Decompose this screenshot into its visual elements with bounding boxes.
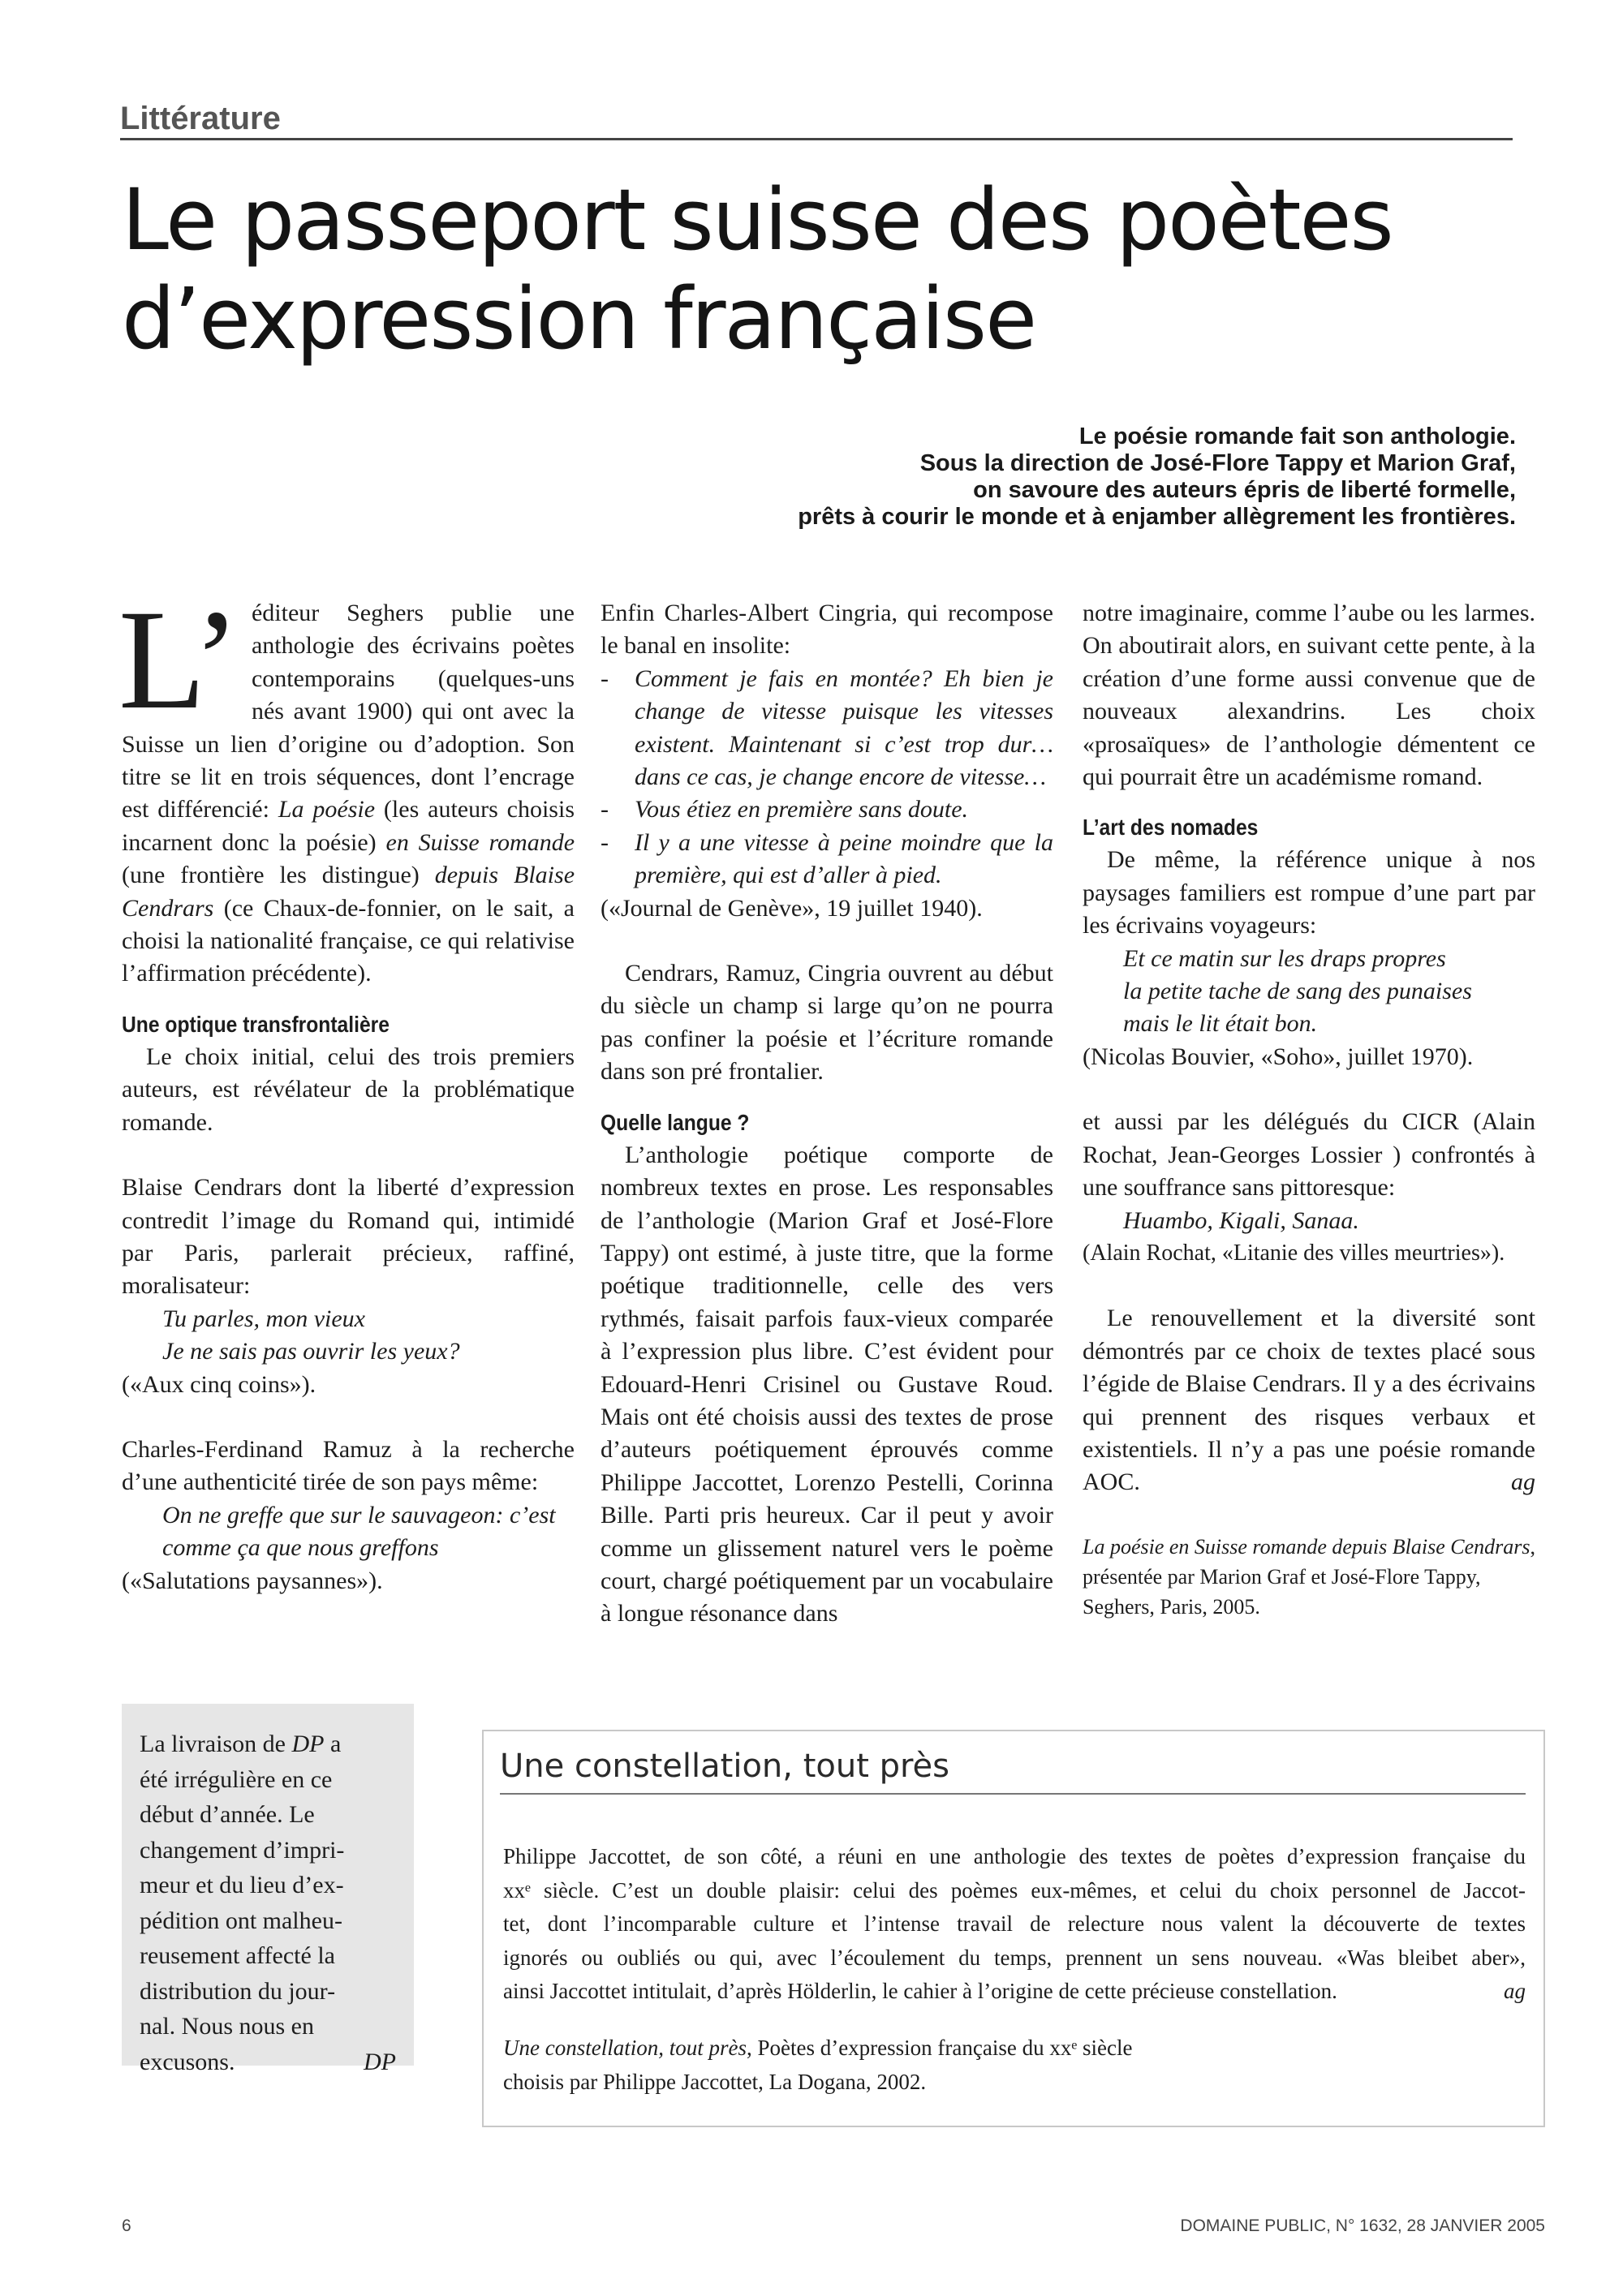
verse-line: Huambo, Kigali, Sanaa. <box>1123 1206 1359 1234</box>
paragraph: Enfin Charles-Albert Cingria, qui recompose le banal en insolite: <box>601 600 1053 660</box>
paragraph: Le choix initial, celui des trois premiers auteurs, est révélateur de la problématique romande. <box>122 1043 575 1136</box>
panel-signature: ag <box>1504 1979 1526 2003</box>
dialogue-line <box>601 793 1053 826</box>
article-lead <box>461 424 1516 531</box>
quote-source: («Aux cinq coins»). <box>122 1370 316 1398</box>
title-line-1: Le passeport suisse des poètes <box>122 170 1393 269</box>
dash-marker: - <box>601 664 609 692</box>
constellation-panel <box>482 1730 1545 2127</box>
dialogue-line <box>601 663 1053 794</box>
panel-body <box>503 1840 1526 2009</box>
notice-line: reusement affecté la <box>140 1942 335 1969</box>
panel-line <box>503 1975 1526 2009</box>
dialogue-text: Vous étiez en première sans doute. <box>635 796 969 823</box>
dash-marker: - <box>601 796 609 823</box>
intro-text: (ce Chaux-de-fonnier, on le sait, a choisi la nationalité française, ce qui relativise l’affirmation précédente). <box>122 894 575 987</box>
reference-details: , Poètes d’expression française du xxᵉ siècle <box>746 2036 1133 2060</box>
notice-line: pédition ont malheu- <box>140 1907 342 1934</box>
issue-info: DOMAINE PUBLIC, N° 1632, 28 JANVIER 2005 <box>1180 2216 1545 2235</box>
reference-line <box>503 2032 1315 2066</box>
title-line-2: d’expression française <box>122 269 1036 368</box>
article-column-1 <box>118 581 575 1597</box>
dash-marker: - <box>601 828 609 856</box>
intro-paragraph <box>118 581 575 991</box>
subheading: Une optique transfrontalière <box>122 1011 390 1037</box>
author-signature: ag <box>1511 1468 1535 1496</box>
verse-line: la petite tache de sang des punaises <box>1123 978 1472 1005</box>
page-number: 6 <box>122 2216 131 2235</box>
notice-line: distribution du jour- <box>140 1977 336 2005</box>
quote-source: (Nicolas Bouvier, «Soho», juillet 1970). <box>1083 1043 1474 1070</box>
notice-signature: DP <box>364 2048 396 2075</box>
quote-source: («Journal de Genève», 19 juillet 1940). <box>601 894 983 922</box>
intro-text: (les auteurs choisis incarnent donc la poésie) <box>122 796 575 856</box>
lead-line: Sous la direction de José-Flore Tappy et Marion Graf, <box>919 450 1516 476</box>
notice-line: début d’année. Le <box>140 1801 315 1828</box>
verse-quote <box>1083 943 1535 1041</box>
dialogue-text: Il y a une vitesse à peine moindre que la première, qui est d’aller à pied. <box>635 828 1053 889</box>
panel-line: tet, dont l’incomparable culture et l’intense travail de relecture nous valent la découverte de textes <box>503 1911 1526 1936</box>
paragraph-text: Le renouvellement et la diversité sont démontrés par ce choix de textes placé sous l’égide de Blaise Cendrars. Il y a des écrivains qui prennent des risques verbaux et existentiels. Il n’y a pas une poésie romande AOC. <box>1083 1305 1535 1496</box>
notice-text: a <box>324 1731 342 1757</box>
verse-line: Tu parles, mon vieux <box>162 1305 365 1332</box>
article-title <box>122 170 1518 368</box>
panel-reference <box>503 2032 1315 2099</box>
notice-box <box>122 1704 414 2075</box>
panel-line: ignorés ou oubliés ou qui, avec l’écoulement du temps, prennent un sens nouveau. «Was bleibet aber», <box>503 1945 1526 1970</box>
book-title: La poésie en Suisse romande depuis Blaise Cendrars <box>1083 1534 1530 1559</box>
subheading: Quelle langue ? <box>601 1109 750 1135</box>
paragraph: Cendrars, Ramuz, Cingria ouvrent au début du siècle un champ si large qu’on ne pourra pas confiner la poésie et l’écriture romande dans son pré frontalier. <box>601 960 1053 1086</box>
paragraph: notre imaginaire, comme l’aube ou les larmes. On aboutirait alors, en suivant cette pente, à la création d’une forme aussi convenue que de nouveaux alexandrins. Les choix «prosaïques» de l’anthologie démentent ce qui pourrait être un académisme romand. <box>1083 600 1535 791</box>
article-column-2 <box>601 597 1053 1631</box>
lead-line: on savoure des auteurs épris de liberté formelle, <box>973 477 1516 503</box>
verse-quote <box>122 1303 575 1369</box>
subheading: L’art des nomades <box>1083 815 1259 841</box>
panel-line: Philippe Jaccottet, de son côté, a réuni en une anthologie des textes de poètes d’expression française du <box>503 1844 1526 1868</box>
verse-quote <box>1083 1205 1535 1237</box>
reference-title: Une constellation, tout près <box>503 2036 747 2060</box>
dialogue-text: Comment je fais en montée? Eh bien je change de vitesse puisque les vitesses existent. Maintenant si c’est trop dur… dans ce cas, je change encore de vitesse… <box>635 664 1053 791</box>
drop-cap: L’ <box>118 581 240 739</box>
paragraph: De même, la référence unique à nos paysages familiers est rompue d’une part par les écrivains voyageurs: <box>1083 846 1535 939</box>
article-column-3 <box>1083 597 1535 1622</box>
notice-line: été irrégulière en ce <box>140 1765 333 1793</box>
notice-line: nal. Nous nous en <box>140 2013 314 2040</box>
notice-text: excusons. <box>140 2048 235 2075</box>
intro-emphasis: en Suisse romande <box>385 828 575 856</box>
notice-line <box>140 1726 396 1762</box>
book-reference <box>1083 1532 1535 1622</box>
paragraph: Blaise Cendrars dont la liberté d’expression contredit l’image du Romand qui, intimidé par Paris, parlerait précieux, raffiné, moralisateur: <box>122 1174 575 1300</box>
verse-line: Et ce matin sur les draps propres <box>1123 944 1446 972</box>
intro-emphasis: La poésie <box>278 796 376 823</box>
paragraph <box>1083 1302 1535 1498</box>
quote-source: («Salutations paysannes»). <box>122 1567 383 1594</box>
notice-text: La livraison de <box>140 1731 292 1757</box>
notice-line: meur et du lieu d’ex- <box>140 1872 344 1898</box>
verse-line: Je ne sais pas ouvrir les yeux? <box>162 1338 460 1365</box>
verse-quote: On ne greffe que sur le sauvageon: c’est comme ça que nous greffons <box>162 1501 556 1562</box>
section-rubric: Littérature <box>120 99 1513 140</box>
quote-source: (Alain Rochat, «Litanie des villes meurtries»). <box>1083 1240 1505 1266</box>
verse-line: mais le lit était bon. <box>1123 1010 1318 1038</box>
intro-text: (une frontière les distingue) <box>122 862 435 889</box>
notice-line <box>140 2044 396 2080</box>
paragraph: L’anthologie poétique comporte de nombreux textes en prose. Les responsables de l’anthologie (Marion Graf et José-Flore Tappy) ont estimé, à juste titre, que la forme poétique traditionnelle, celle des vers rythmés, faisait parfois faux-vieux comparée à l’expression plus libre. C’est évident pour Edouard-Henri Crisinel ou Gustave Roud. Mais ont été choisis aussi des textes de prose d’auteurs poétiquement éprouvés comme Philippe Jaccottet, Lorenzo Pestelli, Corinna Bille. Parti pris heureux. Car il peut y avoir comme un glissement naturel vers le poème court, chargé poétiquement par un vocabulaire à longue résonance dans <box>601 1141 1053 1627</box>
dialogue-line <box>601 827 1053 892</box>
intro-emphasis: depuis Blaise Cendrars <box>122 862 575 922</box>
lead-line: Le poésie romande fait son anthologie. <box>1078 424 1516 449</box>
intro-text: éditeur Seghers publie une anthologie des écrivains poètes contemporains (quelques-uns nés avant 1900) qui ont avec la Suisse un lien d’origine ou d’adoption. Son titre se lit en trois séquences, dont l’encrage est différencié: <box>122 600 575 823</box>
book-details: , présentée par Marion Graf et José-Flore Tappy, Seghers, Paris, 2005. <box>1083 1534 1535 1619</box>
paragraph: Charles-Ferdinand Ramuz à la recherche d’une authenticité tirée de son pays même: <box>122 1435 575 1496</box>
lead-line: prêts à courir le monde et à enjamber allègrement les frontières. <box>798 504 1516 530</box>
panel-text: ainsi Jaccottet intitulait, d’après Hölderlin, le cahier à l’origine de cette précieuse constellation. <box>503 1979 1337 2003</box>
panel-line: xxᵉ siècle. C’est un double plaisir: celui des poèmes eux-mêmes, et celui du choix personnel de Jaccot- <box>503 1877 1526 1903</box>
notice-dp: DP <box>291 1731 325 1757</box>
paragraph: et aussi par les délégués du CICR (Alain Rochat, Jean-Georges Lossier ) confrontés à une souffrance sans pittoresque: <box>1083 1108 1535 1202</box>
panel-title: Une constellation, tout près <box>500 1743 1526 1795</box>
notice-line: changement d’impri- <box>140 1836 345 1864</box>
reference-line: choisis par Philippe Jaccottet, La Dogana, 2002. <box>503 2069 927 2094</box>
